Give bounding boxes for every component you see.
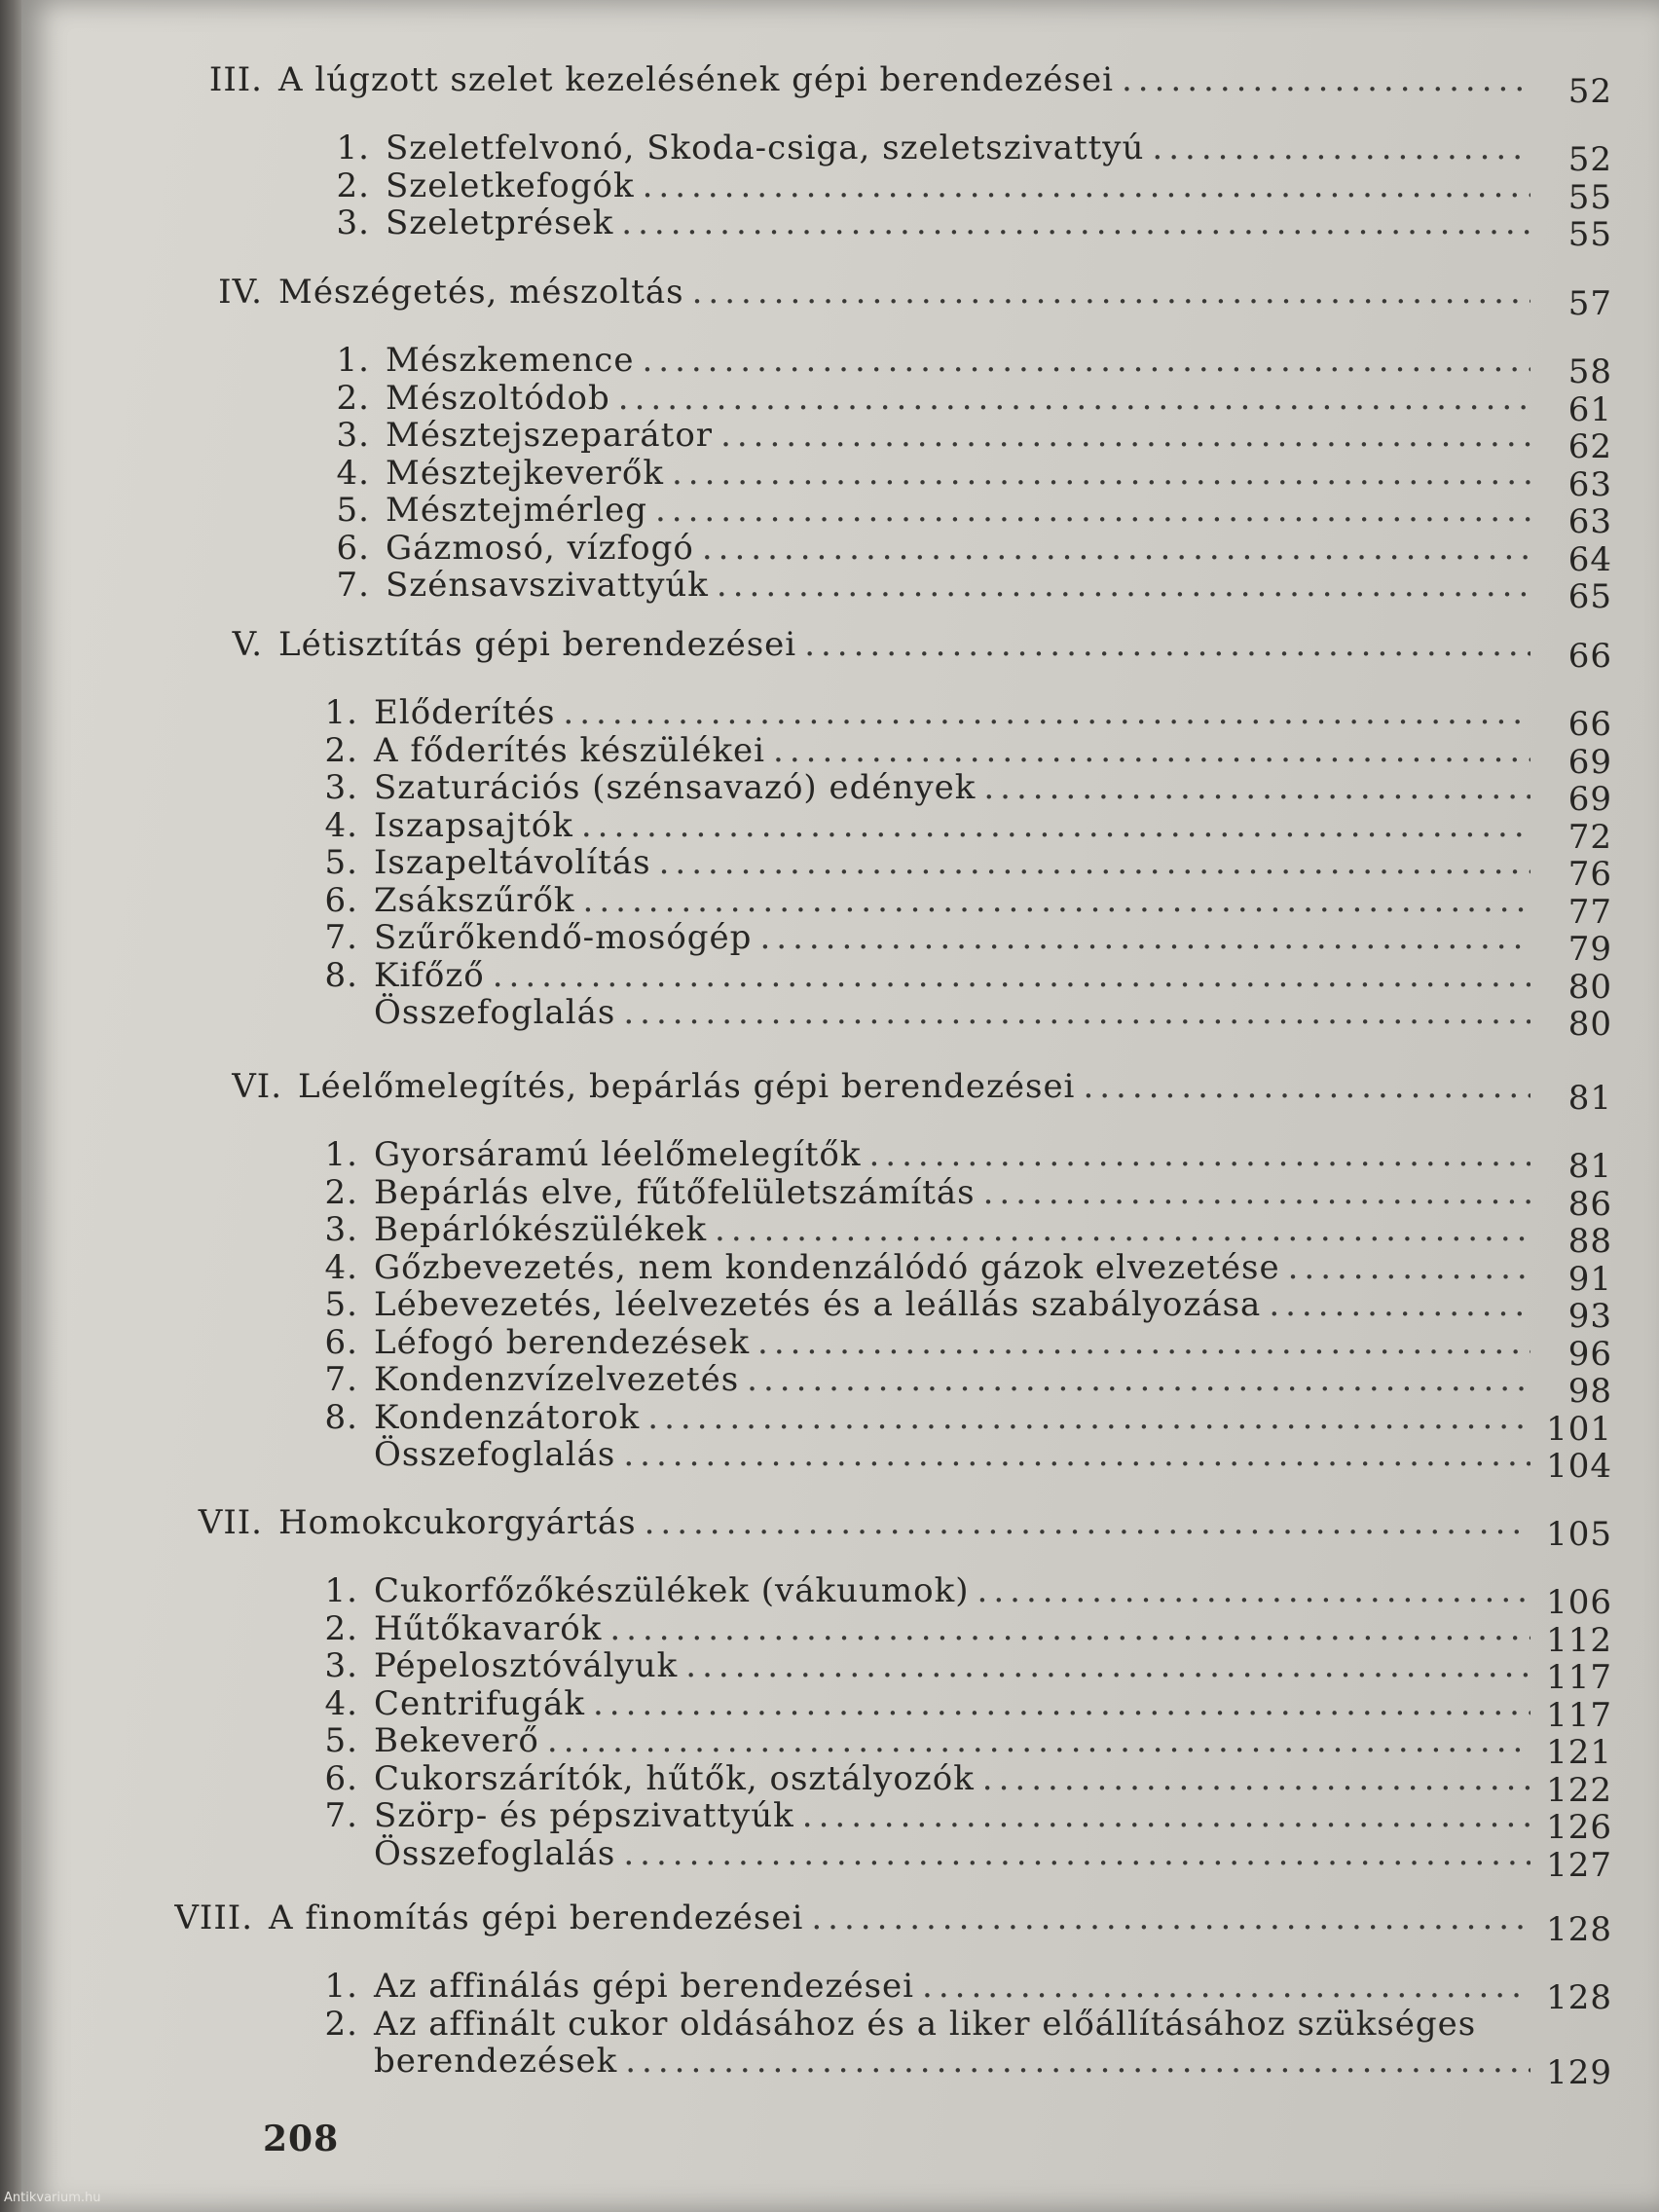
dot-leader bbox=[547, 1721, 1530, 1760]
toc-item-page: 81 bbox=[1567, 1147, 1612, 1186]
toc-item-number: 5. bbox=[324, 1721, 358, 1760]
page-number: 208 bbox=[263, 2119, 340, 2159]
toc-item-page: 58 bbox=[1567, 352, 1612, 391]
toc-item-title: Kondenzátorok bbox=[374, 1397, 641, 1437]
dot-leader bbox=[645, 1503, 1530, 1542]
toc-item-title: Mésztejszeparátor bbox=[386, 416, 714, 455]
chapter-number: V. bbox=[232, 625, 263, 664]
toc-item-title: Mésztejmérleg bbox=[386, 491, 647, 530]
dot-leader bbox=[1288, 1248, 1530, 1287]
toc-item-page: 86 bbox=[1567, 1184, 1612, 1224]
toc-item-page: 61 bbox=[1567, 389, 1612, 429]
toc-item-number: 2. bbox=[324, 1608, 358, 1648]
dot-leader bbox=[1269, 1285, 1530, 1324]
toc-item-title: Lébevezetés, léelvezetés és a leállás szabályozása bbox=[374, 1285, 1262, 1324]
toc-item-number: 4. bbox=[324, 805, 358, 845]
dot-leader bbox=[773, 731, 1530, 770]
toc-item-title: berendezések bbox=[374, 2042, 618, 2081]
toc-item-number: 7. bbox=[324, 1360, 358, 1399]
dot-leader bbox=[720, 416, 1530, 455]
toc-item-title: Szeletfelvonó, Skoda-csiga, szeletszivattyú bbox=[386, 129, 1145, 167]
toc-item-title: Előderítés bbox=[374, 693, 556, 732]
dot-leader bbox=[623, 993, 1530, 1032]
toc-item-page: 76 bbox=[1567, 855, 1612, 894]
dot-leader bbox=[655, 491, 1530, 530]
toc-item-page: 65 bbox=[1567, 577, 1612, 616]
toc-item-number: 7. bbox=[324, 918, 358, 957]
toc-item-row bbox=[300, 1435, 1659, 1486]
dot-leader bbox=[647, 1398, 1530, 1437]
toc-item-title: Szeletprések bbox=[386, 203, 614, 242]
chapter-number: VII. bbox=[198, 1503, 263, 1542]
toc-item-title: Kifőző bbox=[374, 955, 485, 995]
chapter-title: Léelőmelegítés, bepárlás gépi berendezései bbox=[298, 1067, 1076, 1106]
toc-item-number: 4. bbox=[324, 1247, 358, 1287]
dot-leader bbox=[623, 1435, 1530, 1474]
dot-leader bbox=[1122, 60, 1530, 99]
chapter-row bbox=[158, 625, 1659, 676]
toc-item-number: 2. bbox=[336, 378, 370, 418]
toc-item-title: Mésztejkeverők bbox=[386, 453, 664, 493]
toc-item-number: 1. bbox=[324, 1135, 358, 1174]
toc-item-page: 126 bbox=[1546, 1808, 1612, 1847]
toc-item-number: 2. bbox=[324, 730, 358, 770]
toc-item-number: 2. bbox=[336, 166, 370, 205]
toc-item-page: 91 bbox=[1567, 1259, 1612, 1299]
toc-item-page: 98 bbox=[1567, 1372, 1612, 1411]
toc-item-number: 3. bbox=[336, 416, 370, 455]
toc-item-title: Mészoltódob bbox=[386, 378, 610, 418]
dot-leader bbox=[643, 166, 1530, 205]
toc-item-page: 66 bbox=[1567, 705, 1612, 744]
dot-leader bbox=[802, 1796, 1530, 1835]
toc-item-number: 8. bbox=[324, 955, 358, 995]
toc-item-title: Hűtőkavarók bbox=[374, 1608, 603, 1648]
dot-leader bbox=[759, 918, 1530, 957]
toc-item-number: 5. bbox=[324, 843, 358, 882]
chapter-row bbox=[158, 60, 1659, 111]
toc-item-page: 72 bbox=[1567, 817, 1612, 857]
dot-leader bbox=[983, 768, 1530, 807]
toc-item-title: Cukorszárítók, hűtők, osztályozók bbox=[374, 1758, 975, 1798]
dot-leader bbox=[757, 1323, 1530, 1362]
toc-item-title: Centrifugák bbox=[374, 1683, 585, 1723]
dot-leader bbox=[811, 1899, 1530, 1937]
toc-item-title: Bekeverő bbox=[374, 1721, 539, 1760]
toc-item-page: 80 bbox=[1567, 1005, 1612, 1044]
toc-item-page: 69 bbox=[1567, 780, 1612, 819]
chapter-title: Létisztítás gépi berendezései bbox=[278, 625, 797, 664]
dot-leader bbox=[493, 956, 1530, 995]
toc-item-page: 64 bbox=[1567, 539, 1612, 579]
dot-leader bbox=[804, 625, 1530, 664]
toc-item-number: 3. bbox=[324, 768, 358, 807]
toc-item-number: 6. bbox=[336, 528, 370, 568]
chapter-row bbox=[158, 1503, 1659, 1554]
toc-item-title: Szaturációs (szénsavazó) edények bbox=[374, 768, 977, 807]
toc-item-number: 4. bbox=[336, 453, 370, 493]
chapter-number: VIII. bbox=[174, 1899, 253, 1937]
toc-item-page: 104 bbox=[1546, 1447, 1612, 1486]
toc-item-page: 121 bbox=[1546, 1733, 1612, 1772]
chapter-title: A finomítás gépi berendezései bbox=[269, 1899, 804, 1937]
chapter-number: III. bbox=[208, 60, 263, 99]
toc-item-page: 117 bbox=[1546, 1658, 1612, 1697]
toc-item-page: 77 bbox=[1567, 892, 1612, 932]
dot-leader bbox=[672, 454, 1530, 493]
toc-item-number: 3. bbox=[324, 1646, 358, 1685]
toc-item-row bbox=[312, 203, 1659, 254]
toc-item-page: 112 bbox=[1546, 1620, 1612, 1660]
toc-item-number: 1. bbox=[324, 693, 358, 732]
chapter-row bbox=[148, 1899, 1659, 1949]
toc-item-title: Cukorfőzőkészülékek (vákuumok) bbox=[374, 1571, 970, 1610]
chapter-number: IV. bbox=[218, 273, 263, 312]
dot-leader bbox=[623, 1834, 1530, 1873]
dot-leader bbox=[583, 881, 1530, 920]
toc-item-row bbox=[300, 993, 1659, 1044]
toc-item-page: 80 bbox=[1567, 967, 1612, 1007]
toc-item-page: 128 bbox=[1546, 1978, 1612, 2017]
dot-leader bbox=[563, 693, 1530, 732]
toc-item-page: 106 bbox=[1546, 1583, 1612, 1622]
toc-item-number: 7. bbox=[336, 566, 370, 605]
chapter-title: Mészégetés, mészoltás bbox=[278, 273, 684, 312]
toc-item-title: Bepárlás elve, fűtőfelületszámítás bbox=[374, 1172, 976, 1212]
toc-item-page: 117 bbox=[1546, 1695, 1612, 1735]
dot-leader bbox=[982, 1759, 1530, 1798]
dot-leader bbox=[717, 566, 1530, 605]
toc-item-title: Szeletkefogók bbox=[386, 166, 635, 205]
toc-item-number: 4. bbox=[324, 1683, 358, 1723]
chapter-page: 105 bbox=[1546, 1515, 1612, 1554]
chapter-number: VI. bbox=[232, 1067, 282, 1106]
toc-item-title: Az affinált cukor oldásához és a liker előállításához szükséges bbox=[374, 2004, 1477, 2044]
toc-item-page: 122 bbox=[1546, 1770, 1612, 1810]
chapter-page: 81 bbox=[1567, 1079, 1612, 1118]
toc-item-title: Szűrőkendő-mosógép bbox=[374, 918, 753, 957]
chapter-row bbox=[158, 273, 1659, 323]
toc-item-row bbox=[300, 2042, 1659, 2092]
toc-item-title: Iszapeltávolítás bbox=[374, 843, 651, 882]
chapter-page: 66 bbox=[1567, 637, 1612, 676]
toc-item-title: Mészkemence bbox=[386, 341, 635, 380]
chapter-page: 57 bbox=[1567, 284, 1612, 323]
toc-item-page: 96 bbox=[1567, 1334, 1612, 1374]
toc-item-page: 52 bbox=[1567, 140, 1612, 179]
toc-item-page: 93 bbox=[1567, 1297, 1612, 1336]
toc-item-page: 63 bbox=[1567, 502, 1612, 541]
dot-leader bbox=[715, 1210, 1530, 1249]
toc-item-row bbox=[312, 566, 1659, 616]
dot-leader bbox=[1152, 129, 1530, 167]
toc-item-page: 62 bbox=[1567, 427, 1612, 466]
dot-leader bbox=[659, 843, 1530, 882]
toc-item-title: Iszapsajtók bbox=[374, 805, 573, 845]
toc-item-title: Szénsavszivattyúk bbox=[386, 566, 709, 605]
dot-leader bbox=[642, 341, 1530, 380]
dot-leader bbox=[747, 1360, 1530, 1399]
toc-item-page: 79 bbox=[1567, 930, 1612, 969]
toc-item-page: 129 bbox=[1546, 2053, 1612, 2092]
toc-item-title: Szörp- és pépszivattyúk bbox=[374, 1796, 794, 1835]
toc-item-page: 55 bbox=[1567, 177, 1612, 217]
toc-item-title: Összefoglalás bbox=[374, 1833, 616, 1873]
toc-item-title: Gyorsáramú léelőmelegítők bbox=[374, 1135, 862, 1174]
watermark: Antikvarium.hu bbox=[4, 2191, 101, 2205]
toc-item-number: 1. bbox=[324, 1571, 358, 1610]
toc-item-number: 8. bbox=[324, 1397, 358, 1437]
toc-item-row bbox=[300, 1833, 1659, 1885]
toc-item-title: Gázmosó, vízfogó bbox=[386, 528, 694, 568]
toc-item-number: 2. bbox=[324, 2004, 358, 2044]
toc-item-page: 88 bbox=[1567, 1222, 1612, 1261]
dot-leader bbox=[685, 1646, 1530, 1685]
dot-leader bbox=[922, 1967, 1530, 2006]
toc-item-number: 5. bbox=[324, 1285, 358, 1324]
toc-item-title: Zsákszűrők bbox=[374, 880, 575, 920]
toc-item-number: 7. bbox=[324, 1796, 358, 1835]
chapter-page: 128 bbox=[1546, 1910, 1612, 1949]
toc-item-title: Az affinálás gépi berendezései bbox=[374, 1967, 915, 2006]
toc-item-page: 55 bbox=[1567, 215, 1612, 254]
toc-item-page: 127 bbox=[1546, 1845, 1612, 1885]
toc-item-title: A főderítés készülékei bbox=[374, 730, 766, 770]
toc-item-page: 63 bbox=[1567, 464, 1612, 504]
toc-item-number: 5. bbox=[336, 491, 370, 530]
toc-item-number: 3. bbox=[336, 203, 370, 242]
dot-leader bbox=[625, 2042, 1530, 2081]
toc-item-title: Gőzbevezetés, nem kondenzálódó gázok elvezetése bbox=[374, 1247, 1280, 1287]
toc-item-number: 6. bbox=[324, 880, 358, 920]
dot-leader bbox=[702, 529, 1530, 568]
toc-item-number: 6. bbox=[324, 1758, 358, 1798]
dot-leader bbox=[983, 1173, 1530, 1212]
toc-item-title: Bepárlókészülékek bbox=[374, 1210, 708, 1249]
toc-item-number: 1. bbox=[324, 1967, 358, 2006]
dot-leader bbox=[977, 1571, 1530, 1610]
toc-item-number: 6. bbox=[324, 1322, 358, 1362]
toc-item-title: Összefoglalás bbox=[374, 1435, 616, 1474]
chapter-title: Homokcukorgyártás bbox=[278, 1503, 637, 1542]
toc-item-number: 1. bbox=[336, 129, 370, 167]
dot-leader bbox=[621, 203, 1530, 242]
toc-item-title: Kondenzvízelvezetés bbox=[374, 1360, 740, 1399]
chapter-row bbox=[177, 1067, 1659, 1118]
toc-item-title: Összefoglalás bbox=[374, 993, 616, 1032]
dot-leader bbox=[618, 379, 1530, 418]
toc-item-number: 3. bbox=[324, 1210, 358, 1249]
dot-leader bbox=[593, 1684, 1530, 1723]
toc-item-page: 69 bbox=[1567, 742, 1612, 782]
dot-leader bbox=[1083, 1067, 1530, 1106]
toc-item-title: Pépelosztóvályuk bbox=[374, 1646, 679, 1685]
dot-leader bbox=[692, 273, 1530, 312]
chapter-title: A lúgzott szelet kezelésének gépi berendezései bbox=[278, 60, 1114, 99]
toc-item-page: 101 bbox=[1546, 1409, 1612, 1449]
chapter-page: 52 bbox=[1567, 72, 1612, 111]
dot-leader bbox=[609, 1609, 1530, 1648]
toc-item-title: Léfogó berendezések bbox=[374, 1322, 751, 1362]
toc-item-number: 2. bbox=[324, 1172, 358, 1212]
dot-leader bbox=[868, 1135, 1530, 1174]
toc-item-number: 1. bbox=[336, 341, 370, 380]
dot-leader bbox=[581, 806, 1530, 845]
